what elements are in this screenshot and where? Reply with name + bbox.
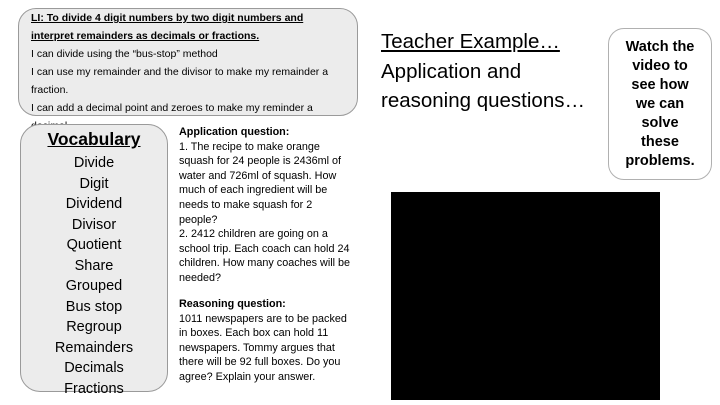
li-title-line-1: LI: To divide 4 digit numbers by two digit numbers and [31,12,304,24]
vocabulary-item: Fractions [64,380,124,397]
vocabulary-item: Digit [79,175,109,192]
reasoning-question [179,297,375,385]
watch-line: problems. [625,153,695,169]
application-line: water and 726ml of squash. How [179,169,337,182]
watch-video-callout [608,28,712,180]
teacher-example-heading [381,27,611,116]
teacher-example-title: Teacher Example… [381,30,560,53]
learning-intentions-box [18,8,358,116]
vocabulary-item: Share [74,257,114,274]
success-criteria-line: I can use my remainder and the divisor to make my remainder a [31,66,329,78]
application-line: school trip. Each coach can hold 24 [179,242,350,255]
application-question [179,125,377,286]
reasoning-line: newspapers. Tommy argues that [179,341,335,354]
watch-line: these [641,134,679,150]
application-line: 1. The recipe to make orange [179,140,320,153]
vocabulary-item: Dividend [65,196,123,212]
application-line: 2. 2412 children are going on a [179,228,328,241]
watch-line: video to [632,58,688,74]
reasoning-line: there will be 92 full boxes. Do you [179,356,341,369]
reasoning-line: agree? Explain your answer. [179,370,316,383]
success-criteria-line: I can divide using the “bus-stop” method [31,48,218,60]
teacher-example-subtitle-line: reasoning questions… [381,89,585,112]
application-line: needs to make squash for 2 [179,198,313,211]
vocabulary-item: Divisor [71,216,117,233]
li-title-line-2: interpret remainders as decimals or fractions. [31,30,260,42]
vocabulary-list [21,153,167,399]
teacher-example-subtitle-line: Application and [381,59,522,83]
watch-line: we can [635,96,685,112]
vocabulary-title: Vocabulary [47,129,141,149]
vocabulary-item: Quotient [66,237,122,253]
reasoning-line: in boxes. Each box can hold 11 [179,327,329,340]
reasoning-line: 1011 newspapers are to be packed [179,312,347,325]
vocabulary-item: Regroup [66,319,122,335]
application-heading: Application question: [179,126,290,138]
success-criteria-line: fraction. [31,84,69,96]
vocabulary-item: Decimals [64,360,124,376]
reasoning-heading: Reasoning question: [179,298,286,310]
watch-line: see how [631,77,689,93]
vocabulary-item: Divide [73,155,115,171]
application-line: children. How many coaches will be [179,257,351,270]
vocabulary-item: Remainders [54,339,134,356]
watch-line: Watch the [625,39,695,55]
video-player[interactable] [391,192,660,400]
success-criteria-line: I can add a decimal point and zeroes to make my reminder a [31,102,313,114]
watch-line: solve [641,115,679,131]
application-line: needed? [179,271,222,284]
vocabulary-item: Grouped [65,278,123,294]
vocabulary-panel [20,124,168,397]
application-line: much of each ingredient will be [179,184,328,197]
application-line: people? [179,213,218,226]
application-line: squash for 24 people is 2436ml of [179,155,342,168]
vocabulary-item: Bus stop [65,298,123,315]
